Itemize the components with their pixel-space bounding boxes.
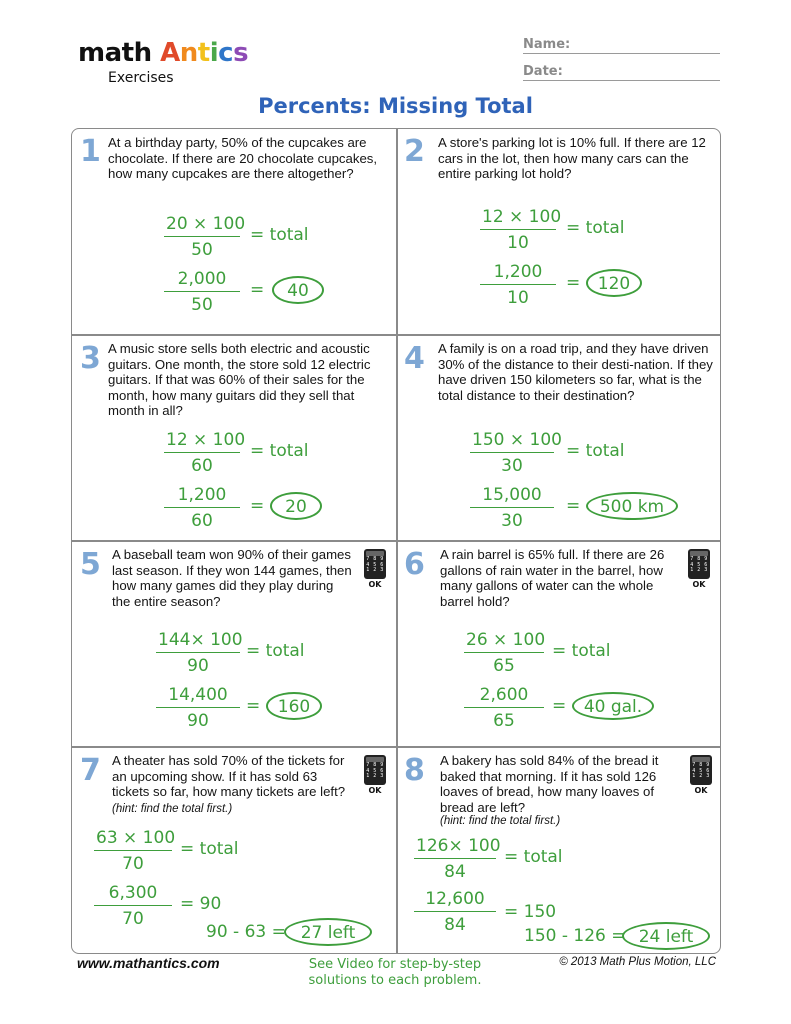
equals-sign: = bbox=[566, 273, 581, 293]
numerator: 150 × 100 bbox=[470, 430, 554, 453]
problem-number: 4 bbox=[404, 341, 425, 376]
equals-step-2: = 150 bbox=[504, 902, 557, 922]
numerator: 1,200 bbox=[480, 262, 556, 285]
denominator: 90 bbox=[187, 711, 209, 731]
fraction-step-2 bbox=[414, 889, 496, 935]
calculator-ok-label: OK bbox=[368, 580, 382, 589]
numerator: 2,000 bbox=[164, 269, 240, 292]
logo-letter: A bbox=[160, 38, 180, 68]
denominator: 65 bbox=[493, 656, 515, 676]
copyright: © 2013 Math Plus Motion, LLC bbox=[559, 956, 716, 968]
problem-text: A bakery has sold 84% of the bread it baked that morning. If it has sold 126 loaves of bread, how many loaves of bread are left? bbox=[440, 753, 659, 815]
answer-circle: 500 km bbox=[586, 492, 678, 520]
denominator: 10 bbox=[507, 288, 529, 308]
equals-total: = total bbox=[566, 441, 625, 461]
equals-sign: = bbox=[566, 496, 581, 516]
worksheet-title: Percents: Missing Total bbox=[258, 94, 533, 118]
calculator-keys: 7 8 9 4 5 6 1 2 3 bbox=[366, 762, 384, 779]
fraction-step-1 bbox=[164, 214, 246, 260]
problem-number: 7 bbox=[80, 753, 101, 788]
problem-text: A store's parking lot is 10% full. If there are 12 cars in the lot, then how many cars can the entire parking lot hold? bbox=[438, 135, 706, 182]
problem-hint: (hint: find the total first.) bbox=[440, 815, 561, 827]
problem-text: At a birthday party, 50% of the cupcakes are chocolate. If there are 20 chocolate cupcakes, how many cupcakes are there altogether? bbox=[108, 135, 378, 182]
equals-total: = total bbox=[246, 641, 305, 661]
denominator: 70 bbox=[122, 854, 144, 874]
math-antics-logo bbox=[78, 38, 248, 86]
denominator: 84 bbox=[444, 862, 466, 882]
calculator-ok-label: OK bbox=[692, 580, 706, 589]
problem-3 bbox=[72, 336, 396, 540]
fraction-step-1 bbox=[480, 207, 562, 253]
equals-sign: = bbox=[246, 696, 261, 716]
fraction-step-2 bbox=[164, 269, 240, 315]
problem-number: 8 bbox=[404, 753, 425, 788]
denominator: 30 bbox=[501, 456, 523, 476]
equals-step-2: = 90 bbox=[180, 894, 222, 914]
numerator: 20 × 100 bbox=[164, 214, 240, 237]
problem-1 bbox=[72, 129, 396, 334]
equals-sign: = bbox=[250, 280, 265, 300]
logo-math: math bbox=[78, 38, 152, 68]
numerator: 2,600 bbox=[464, 685, 544, 708]
problem-5 bbox=[72, 542, 396, 746]
logo-letter: s bbox=[233, 38, 249, 68]
logo-antics bbox=[160, 38, 248, 68]
calculator-ok-label: OK bbox=[694, 786, 708, 795]
numerator: 144× 100 bbox=[156, 630, 240, 653]
fraction-step-2 bbox=[480, 262, 556, 308]
calculator-keys: 7 8 9 4 5 6 1 2 3 bbox=[366, 556, 384, 573]
problem-number: 6 bbox=[404, 547, 425, 582]
numerator: 12 × 100 bbox=[480, 207, 556, 230]
numerator: 6,300 bbox=[94, 883, 172, 906]
problem-number: 3 bbox=[80, 341, 101, 376]
calculator-keys: 7 8 9 4 5 6 1 2 3 bbox=[692, 762, 710, 779]
denominator: 70 bbox=[122, 909, 144, 929]
problem-6 bbox=[398, 542, 722, 746]
denominator: 50 bbox=[191, 295, 213, 315]
problem-hint: (hint: find the total first.) bbox=[112, 802, 233, 815]
logo-letter: n bbox=[179, 38, 198, 68]
calculator-icon bbox=[364, 549, 386, 589]
calculator-icon bbox=[688, 549, 710, 589]
numerator: 26 × 100 bbox=[464, 630, 544, 653]
equals-total: = total bbox=[250, 225, 309, 245]
denominator: 90 bbox=[187, 656, 209, 676]
numerator: 126× 100 bbox=[414, 836, 496, 859]
problem-number: 1 bbox=[80, 134, 101, 169]
numerator: 63 × 100 bbox=[94, 828, 172, 851]
calculator-icon bbox=[364, 755, 386, 795]
denominator: 10 bbox=[507, 233, 529, 253]
denominator: 65 bbox=[493, 711, 515, 731]
numerator: 15,000 bbox=[470, 485, 554, 508]
fraction-step-1 bbox=[414, 836, 501, 882]
fraction-step-1 bbox=[156, 630, 243, 676]
subtraction-step: 90 - 63 = bbox=[206, 922, 286, 942]
denominator: 30 bbox=[501, 511, 523, 531]
answer-circle: 27 left bbox=[284, 918, 372, 946]
fraction-step-2 bbox=[470, 485, 554, 531]
denominator: 60 bbox=[191, 456, 213, 476]
calculator-icon bbox=[690, 755, 712, 795]
fraction-step-1 bbox=[164, 430, 246, 476]
answer-circle: 160 bbox=[266, 692, 322, 720]
answer-circle: 24 left bbox=[622, 922, 710, 950]
video-note: See Video for step-by-step solutions to each problem. bbox=[308, 957, 482, 988]
logo-wordmark bbox=[78, 38, 248, 68]
logo-letter: t bbox=[197, 38, 210, 68]
answer-circle: 40 bbox=[272, 276, 324, 304]
denominator: 50 bbox=[191, 240, 213, 260]
fraction-step-2 bbox=[164, 485, 240, 531]
subtraction-step: 150 - 126 = bbox=[524, 926, 626, 946]
name-field[interactable]: Name: bbox=[523, 37, 720, 54]
date-field[interactable]: Date: bbox=[523, 64, 720, 81]
problem-text-body: A theater has sold 70% of the tickets for an upcoming show. If it has sold 63 tickets so far, how many tickets are left? bbox=[112, 753, 346, 800]
logo-letter: i bbox=[209, 38, 219, 68]
website-link[interactable]: www.mathantics.com bbox=[77, 955, 220, 971]
fraction-step-1 bbox=[464, 630, 544, 676]
problem-text: A family is on a road trip, and they have driven 30% of the distance to their desti-nation. If they have driven 150 kilometers so far, what is the total distance to their destination? bbox=[438, 341, 713, 403]
problem-8 bbox=[398, 748, 722, 953]
problem-2 bbox=[398, 129, 722, 334]
problem-text bbox=[112, 753, 348, 817]
problem-number: 5 bbox=[80, 547, 101, 582]
fraction-step-2 bbox=[464, 685, 544, 731]
fraction-step-1 bbox=[470, 430, 562, 476]
numerator: 1,200 bbox=[164, 485, 240, 508]
problem-4 bbox=[398, 336, 722, 540]
answer-circle: 120 bbox=[586, 269, 642, 297]
fraction-step-2 bbox=[94, 883, 172, 929]
problem-grid bbox=[71, 128, 721, 954]
numerator: 12 × 100 bbox=[164, 430, 240, 453]
problem-number: 2 bbox=[404, 134, 425, 169]
equals-total: = total bbox=[250, 441, 309, 461]
problem-text: A music store sells both electric and acoustic guitars. One month, the store sold 12 electric guitars. If that was 60% of their sales for the month, how many guitars did they sell that month in all? bbox=[108, 341, 371, 419]
numerator: 12,600 bbox=[414, 889, 496, 912]
equals-total: = total bbox=[180, 839, 239, 859]
denominator: 60 bbox=[191, 511, 213, 531]
numerator: 14,400 bbox=[156, 685, 240, 708]
equals-total: = total bbox=[552, 641, 611, 661]
equals-total: = total bbox=[504, 847, 563, 867]
logo-subtitle: Exercises bbox=[108, 70, 174, 86]
denominator: 84 bbox=[444, 915, 466, 935]
answer-circle: 20 bbox=[270, 492, 322, 520]
fraction-step-2 bbox=[156, 685, 240, 731]
problem-7 bbox=[72, 748, 396, 953]
equals-total: = total bbox=[566, 218, 625, 238]
logo-letter: c bbox=[218, 38, 234, 68]
fraction-step-1 bbox=[94, 828, 176, 874]
equals-sign: = bbox=[250, 496, 265, 516]
calculator-ok-label: OK bbox=[368, 786, 382, 795]
calculator-keys: 7 8 9 4 5 6 1 2 3 bbox=[690, 556, 708, 573]
answer-circle: 40 gal. bbox=[572, 692, 654, 720]
equals-sign: = bbox=[552, 696, 567, 716]
problem-text: A rain barrel is 65% full. If there are 26 gallons of rain water in the barrel, how many gallons of water can the whole barrel hold? bbox=[440, 547, 665, 609]
problem-text: A baseball team won 90% of their games last season. If they won 144 games, then how many games did they play during the entire season? bbox=[112, 547, 352, 609]
